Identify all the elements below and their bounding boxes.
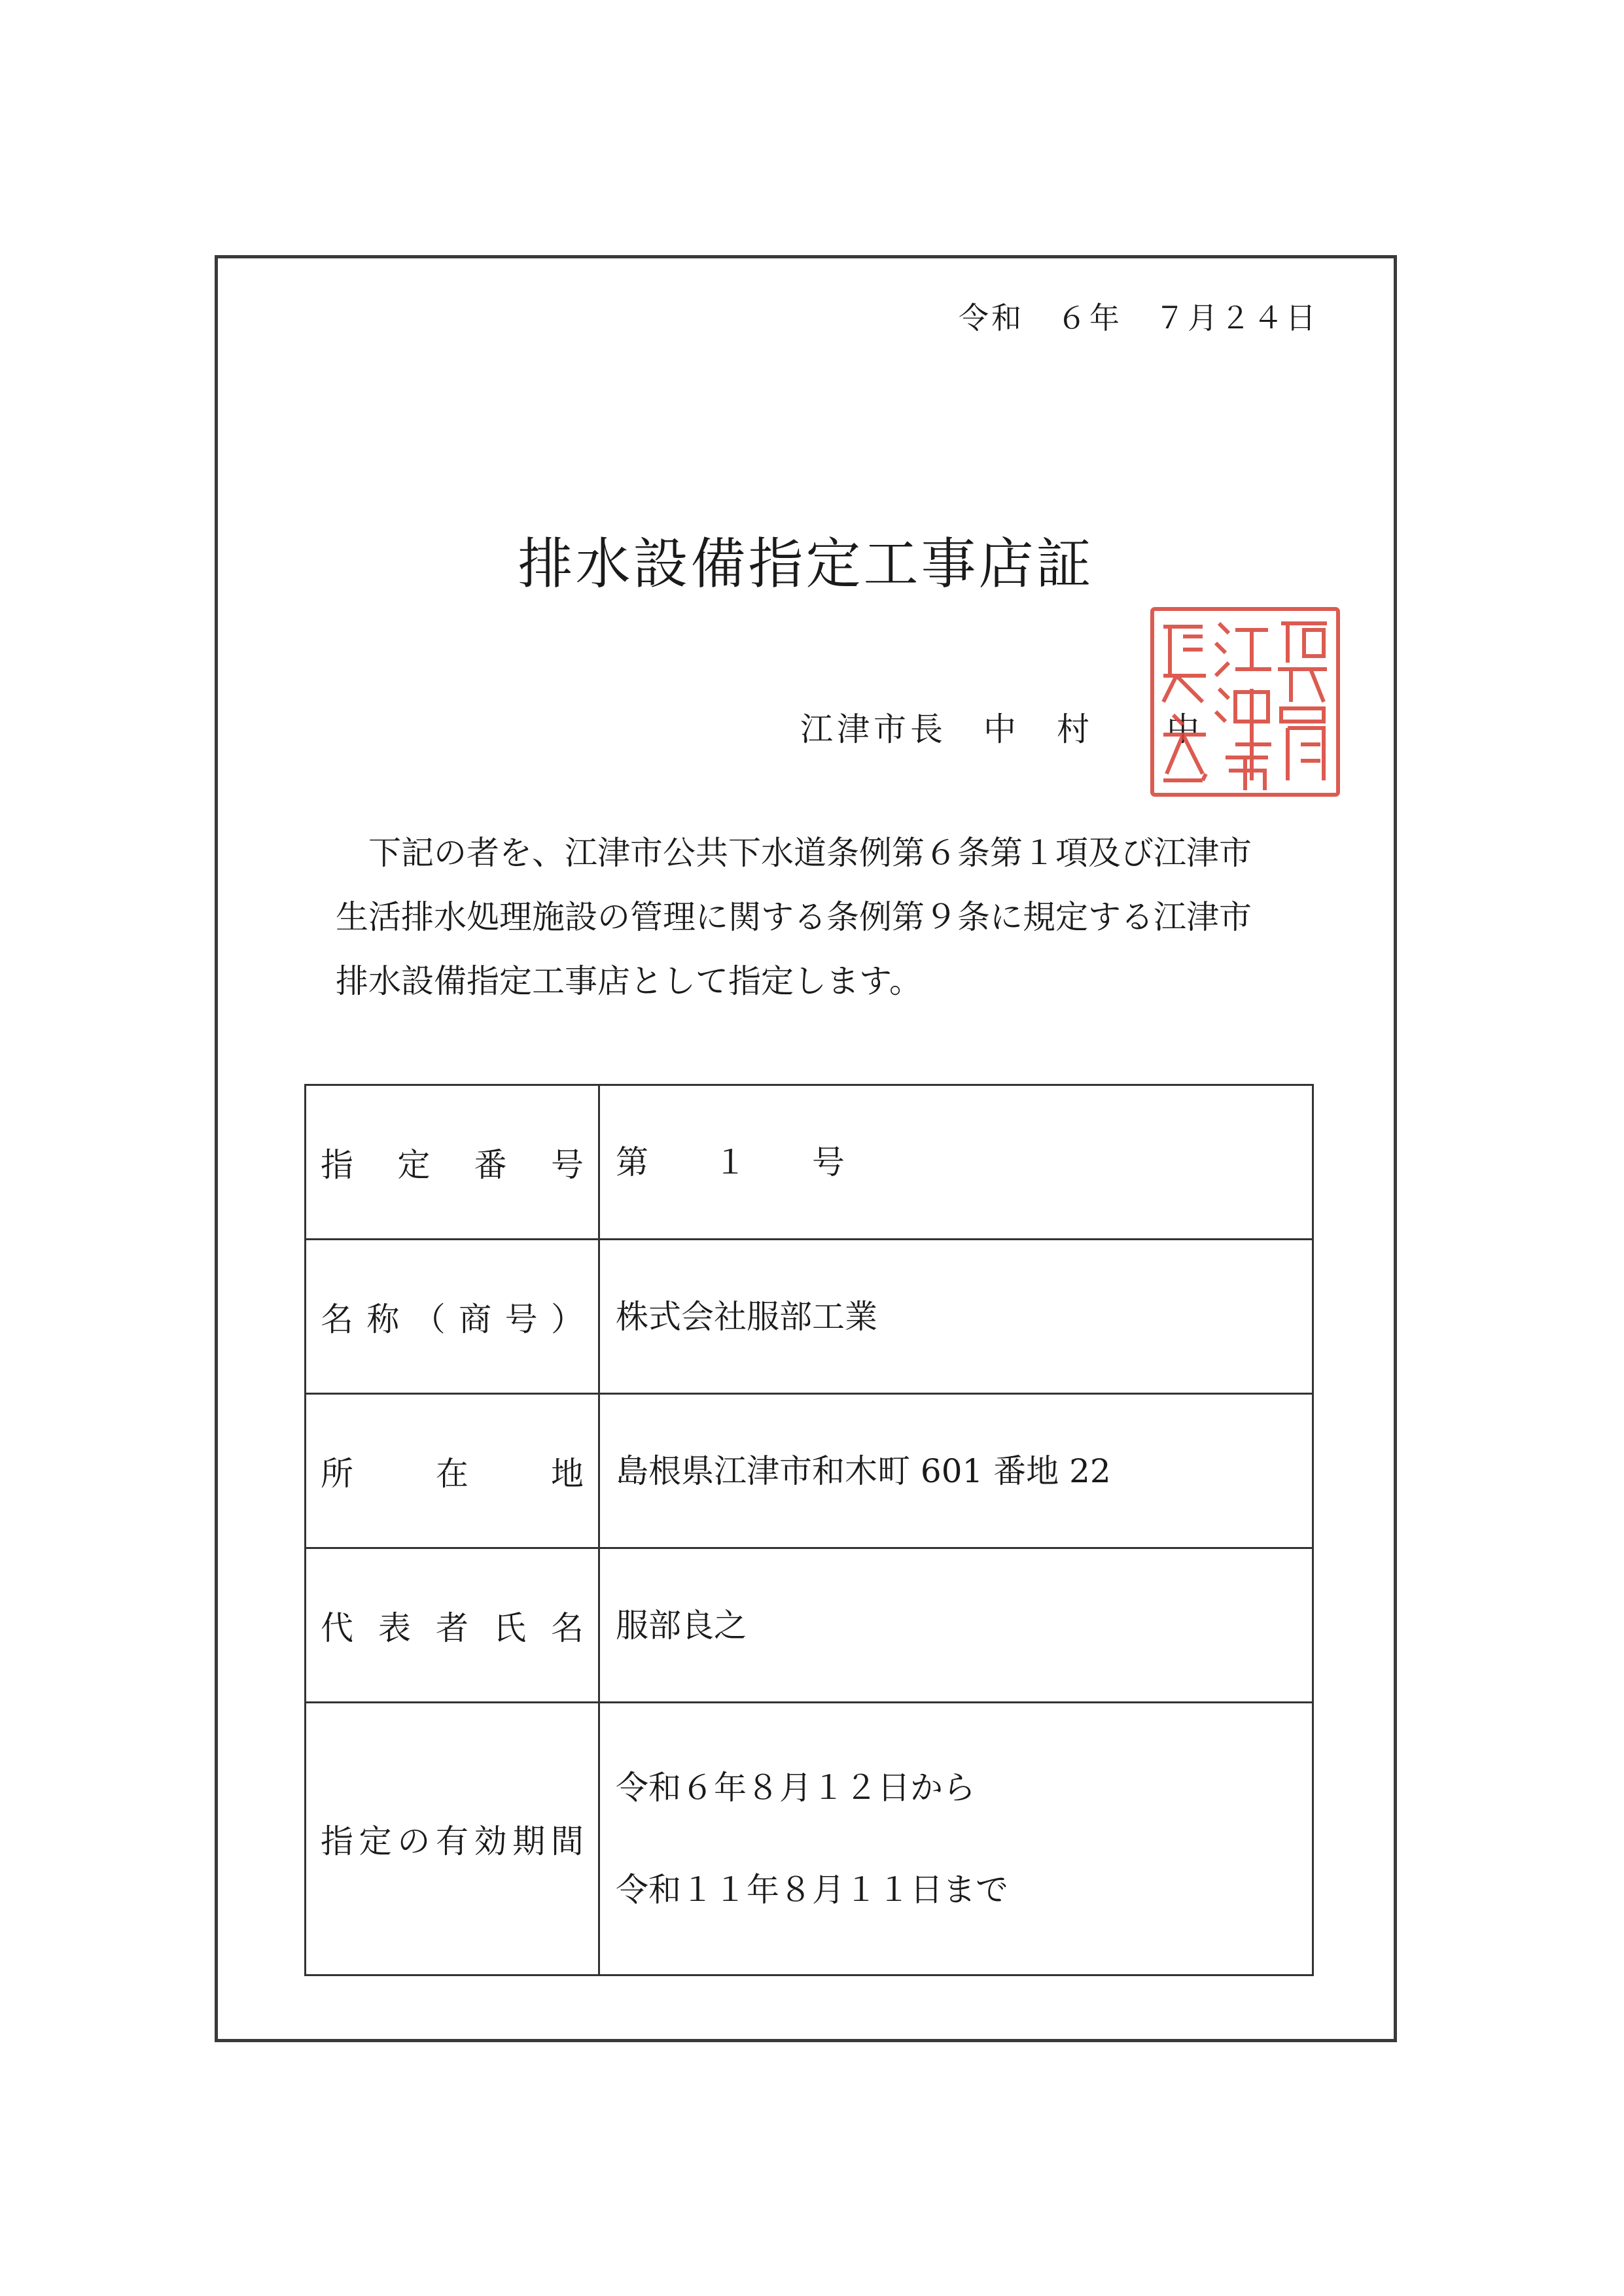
validity-start: 令和６年８月１２日から	[616, 1769, 976, 1807]
validity-end: 令和１１年８月１１日まで	[616, 1871, 1008, 1909]
validity-period-label: 指 定 の 有 効 期 間	[306, 1703, 599, 1975]
designation-number-value: 第 １ 号	[599, 1085, 1313, 1240]
table-row	[306, 1240, 1313, 1394]
document-title: 排水設備指定工事店証	[518, 532, 1094, 596]
designation-details-table	[304, 1084, 1314, 1976]
table-row	[306, 1394, 1313, 1548]
address-value: 島根県江津市和木町 601 番地 22	[599, 1394, 1313, 1548]
address-label: 所 在 地	[306, 1394, 599, 1548]
designation-statement	[336, 821, 1317, 1013]
representative-label: 代 表 者 氏 名	[306, 1548, 599, 1703]
table-row	[306, 1085, 1313, 1240]
trade-name-label: 名 称 （ 商 号 ）	[306, 1240, 599, 1394]
trade-name-value: 株式会社服部工業	[599, 1240, 1313, 1394]
issue-date: 令和 ６年 ７月２４日	[959, 300, 1318, 336]
statement-line: 生活排水処理施設の管理に関する条例第９条に規定する江津市	[336, 898, 1252, 936]
validity-period-value	[599, 1703, 1313, 1975]
designation-number-label: 指 定 番 号	[306, 1085, 599, 1240]
representative-value: 服部良之	[599, 1548, 1313, 1703]
statement-line: 下記の者を、江津市公共下水道条例第６条第１項及び江津市	[368, 834, 1252, 872]
issuer-name: 江津市長 中 村 中	[800, 710, 1203, 748]
statement-line: 排水設備指定工事店として指定します。	[336, 962, 922, 1000]
official-seal-stamp	[1147, 604, 1343, 800]
table-row	[306, 1703, 1313, 1975]
certificate-frame	[215, 255, 1397, 2042]
table-row	[306, 1548, 1313, 1703]
